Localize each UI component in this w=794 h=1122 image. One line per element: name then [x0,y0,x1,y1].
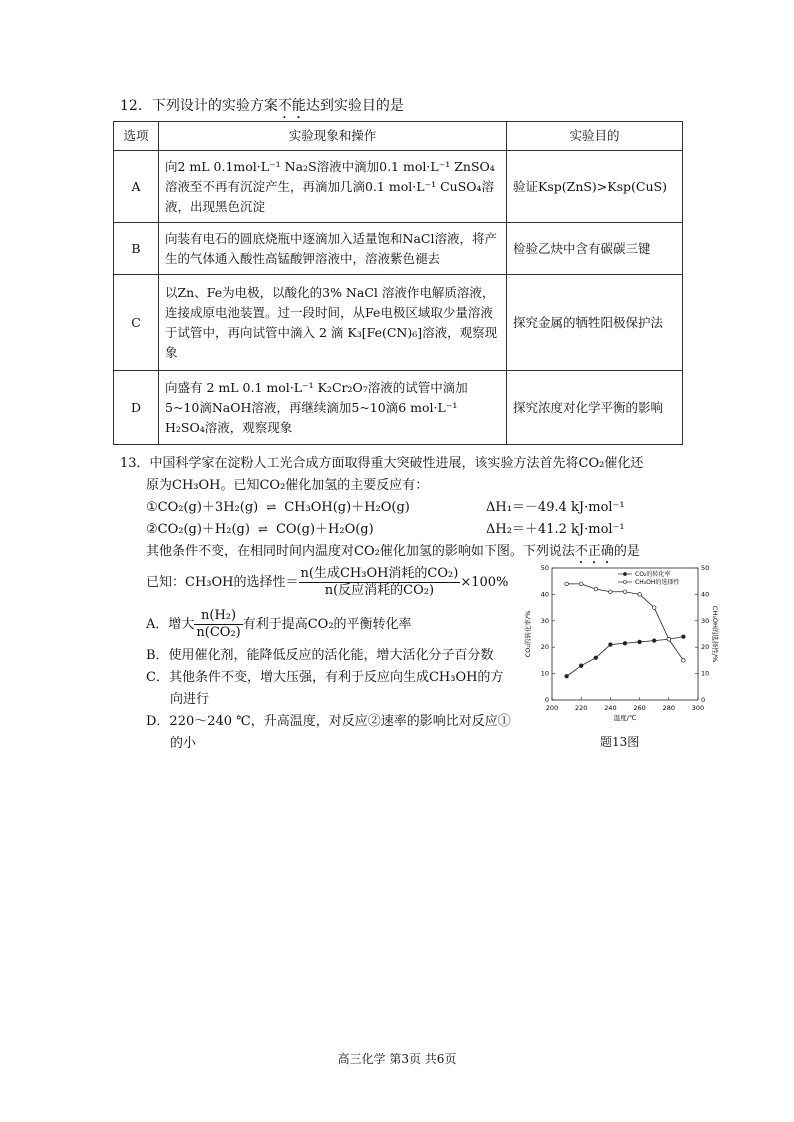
table-row [114,371,683,445]
table-row [114,275,683,371]
data-point [682,659,686,663]
reaction-2-reactants: ②CO₂(g)＋H₂(g) [146,522,250,537]
plot-frame [552,568,698,700]
figure-caption: 题13图 [600,735,640,749]
row-goal: 检验乙炔中含有碳碳三键 [507,223,683,275]
row-option: C [114,275,159,371]
q12-number: 12． [120,98,152,114]
data-point [565,582,569,586]
data-point [565,674,569,678]
option-d-line2: 的小 [170,736,197,751]
header-operation: 实验现象和操作 [159,122,507,151]
row-option: A [114,151,159,223]
table-row [114,223,683,275]
data-point [638,640,642,644]
q12-stem-post: 达到实验目的是 [305,98,404,114]
data-point [579,582,583,586]
y-left-tick-label: 20 [540,643,549,652]
y-left-tick-label: 40 [540,590,549,599]
selectivity-percent: ×100% [460,575,509,590]
q13-condition-pre: 其他条件不变，在相同时间内温度对CO₂催化加氢的影响如下图。下列说法 [146,544,575,559]
fraction-denominator: n(反应消耗的CO₂) [324,583,435,598]
option-a [146,608,412,641]
legend-marker [623,572,626,575]
reaction-1 [146,496,410,515]
x-axis-label: 温度/℃ [613,714,637,722]
data-point [623,590,627,594]
x-tick-label: 200 [545,704,559,712]
header-option: 选项 [114,122,159,151]
y-left-axis-label: CO₂的转化率/% [524,610,532,658]
y-right-tick-label: 50 [701,564,710,572]
table-header-row [114,122,683,151]
reaction-1-reactants: ①CO₂(g)＋3H₂(g) [146,500,259,515]
selectivity-label: 已知：CH₃OH的选择性＝ [146,575,299,590]
q13-condition-post: 的是 [613,544,640,559]
option-a-fraction [194,608,242,641]
y-right-tick-label: 0 [701,696,706,704]
row-operation: 向盛有 2 mL 0.1 mol·L⁻¹ K₂Cr₂O₇溶液的试管中滴加5~10滴NaOH溶液，再继续滴加5~10滴6 mol·L⁻¹ H₂SO₄溶液，观察现象 [159,371,507,445]
q13-stem-line2: 原为CH₃OH。已知CO₂催化加氢的主要反应有： [146,478,429,493]
fraction-numerator: n(生成CH₃OH消耗的CO₂) [300,566,459,581]
data-point [682,635,686,639]
legend-label: CH₃OH的选择性 [635,579,680,586]
data-point [652,606,656,610]
selectivity-fraction [299,566,461,599]
page-footer: 高三化学 第3页 共6页 [337,1052,457,1066]
series-line-ch3oh-selectivity [567,584,684,661]
data-point [652,639,656,643]
option-a-pre: A．增大 [146,617,195,632]
reaction-2-enthalpy: ΔH₂＝＋41.2 kJ·mol⁻¹ [486,522,625,537]
q12-stem-pre: 下列设计的实验方案 [151,98,278,114]
selectivity-definition [146,566,508,599]
fraction-numerator: n(H₂) [194,608,242,625]
row-goal: 探究金属的牺牲阳极保护法 [507,275,683,371]
data-point [594,587,598,591]
reaction-2 [146,518,374,537]
q13-stem-line1: 13．中国科学家在淀粉人工光合成方面取得重大突破性进展，该实验方法首先将CO₂催化还 [120,456,644,471]
row-operation: 向2 mL 0.1mol·L⁻¹ Na₂S溶液中滴加0.1 mol·L⁻¹ ZnSO₄溶液至不再有沉淀产生，再滴加几滴0.1 mol·L⁻¹ CuSO₄溶液，出现黑色沉淀 [159,151,507,223]
q13-condition-emphasis: 不正确 [574,544,614,559]
data-point [579,664,583,668]
option-c-line1: C．其他条件不变，增大压强，有利于反应向生成CH₃OH的方 [146,670,504,685]
x-tick-label: 220 [574,704,588,712]
q13-chart [520,560,720,730]
x-tick-label: 240 [604,704,617,712]
x-tick-label: 280 [662,704,676,712]
data-point [609,590,613,594]
option-b: B．使用催化剂，能降低反应的活化能，增大活化分子百分数 [146,648,494,663]
legend-marker [623,580,626,583]
reaction-1-products: CH₃OH(g)＋H₂O(g) [284,500,410,515]
header-goal: 实验目的 [507,122,683,151]
y-left-tick-label: 0 [544,696,549,704]
data-point [667,637,671,641]
data-point [638,593,642,597]
y-left-tick-label: 30 [540,616,549,625]
y-left-tick-label: 10 [540,669,549,678]
y-right-tick-label: 20 [701,643,710,652]
legend-label: CO₂的转化率 [635,571,671,578]
option-c-line2: 向进行 [170,692,210,707]
x-tick-label: 260 [633,704,646,712]
q12-table [113,121,683,445]
data-point [594,656,598,660]
equilibrium-arrow-icon: ⇌ [266,500,277,514]
y-right-tick-label: 40 [701,590,710,599]
fraction-denominator: n(CO₂) [196,625,241,640]
reaction-1-enthalpy: ΔH₁＝－49.4 kJ·mol⁻¹ [486,500,625,515]
row-option: D [114,371,159,445]
row-option: B [114,223,159,275]
q12-title [120,95,404,122]
table-row [114,151,683,223]
equilibrium-arrow-icon: ⇌ [257,522,268,536]
row-goal: 验证Ksp(ZnS)>Ksp(CuS) [507,151,683,223]
option-d-line1: D．220～240 ℃，升高温度，对反应②速率的影响比对反应① [146,714,511,729]
data-point [609,643,613,647]
y-right-axis-label: CH₃OH的选择性/% [711,605,719,663]
data-point [623,641,627,645]
row-operation: 向装有电石的圆底烧瓶中逐滴加入适量饱和NaCl溶液，将产生的气体通入酸性高锰酸钾溶液中，溶液紫色褪去 [159,223,507,275]
row-operation: 以Zn、Fe为电极，以酸化的3% NaCl 溶液作电解质溶液，连接成原电池装置。过一段时间，从Fe电极区域取少量溶液于试管中，再向试管中滴入 2 滴 K₃[Fe(CN)₆]溶液，观察现象 [159,275,507,371]
q12-stem-emphasis: 不能 [277,98,306,114]
option-a-post: 有利于提高CO₂的平衡转化率 [242,617,412,632]
y-left-tick-label: 50 [540,564,549,572]
y-right-tick-label: 10 [701,669,710,678]
reaction-2-products: CO(g)＋H₂O(g) [275,522,374,537]
y-right-tick-label: 30 [701,616,710,625]
x-tick-label: 300 [691,704,705,712]
row-goal: 探究浓度对化学平衡的影响 [507,371,683,445]
